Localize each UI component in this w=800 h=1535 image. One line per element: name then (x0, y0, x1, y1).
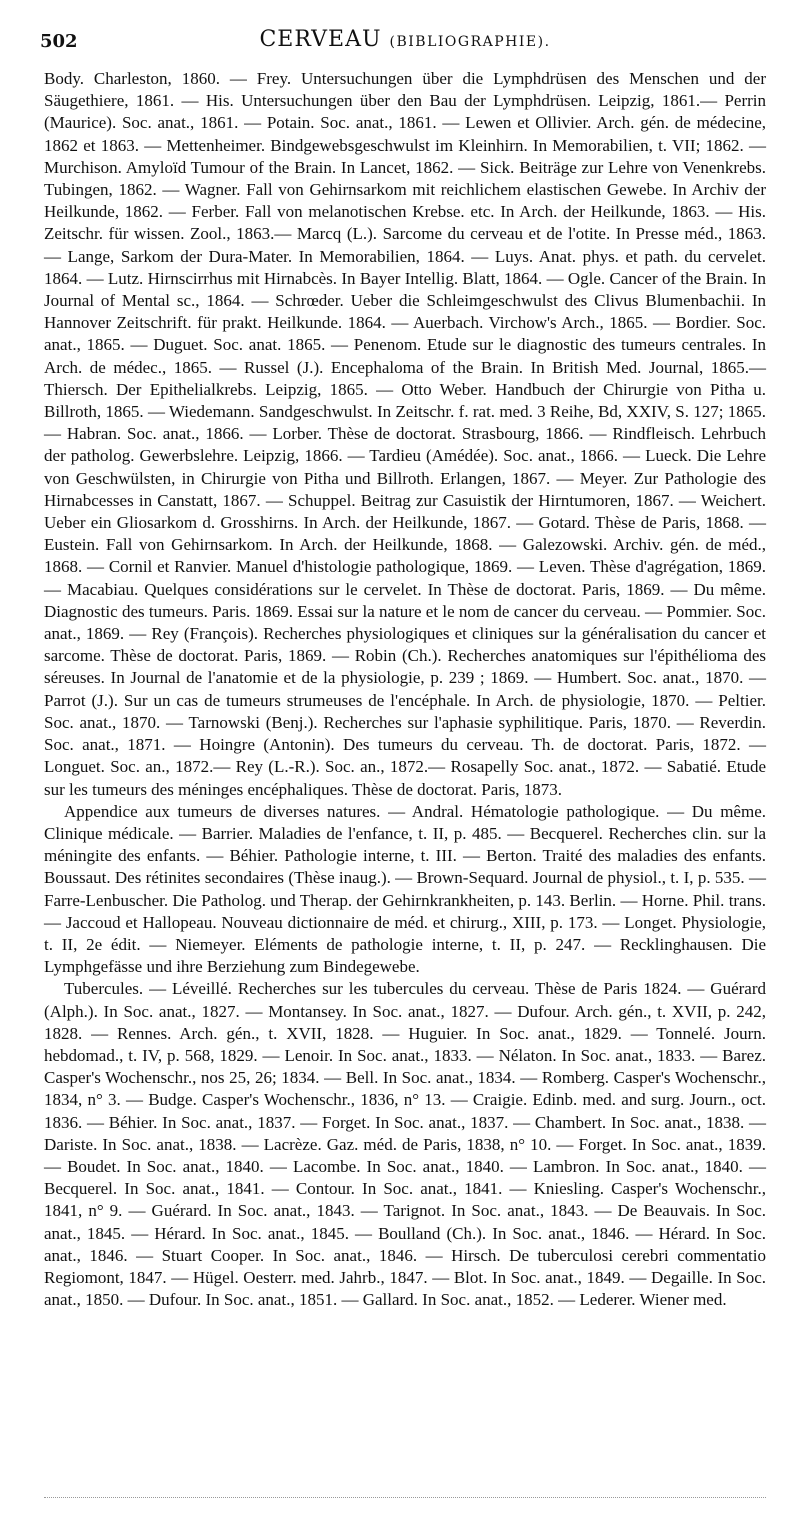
page-header (40, 27, 770, 57)
running-title (40, 27, 770, 52)
bibliography-paragraph-appendix: Appendice aux tumeurs de diverses natures. — Andral. Hématologie pathologique. — Du même. Clinique médicale. — Barrier. Maladies de l'enfance, t. II, p. 485. — Becquerel. Recherches clin. sur la méningite des enfants. — Béhier. Pathologie interne, t. III. — Berton. Traité des maladies des enfants. Boussaut. Des rétinites secondaires (Thèse inaug.). — Brown-Sequard. Journal de physiol., t. I, p. 535. — Farre-Lenbuscher. Die Patholog. und Therap. der Gehirnkrankheiten, p. 143. Berlin. — Horne. Phil. trans. — Jaccoud et Hallopeau. Nouveau dictionnaire de méd. et chirurg., XIII, p. 173. — Longet. Physiologie, t. II, 2e édit. — Niemeyer. Eléments de pathologie interne, t. II, p. 247. — Recklinghausen. Die Lymphgefässe und ihre Berziehung zum Bindegewebe. (44, 801, 766, 977)
bibliography-paragraph-body-tumors: Body. Charleston, 1860. — Frey. Untersuchungen über die Lymphdrüsen des Menschen und der Säugethiere, 1861. — His. Untersuchungen über den Bau der Lymphdrüsen. Leipzig, 1861.— Perrin (Maurice). Soc. anat., 1861. — Potain. Soc. anat., 1861. — Lewen et Ollivier. Arch. gén. de médecine, 1862 et 1863. — Mettenheimer. Bindgewebsgeschwulst im Kleinhirn. In Memorabilien, t. VII; 1862. — Murchison. Amyloïd Tumour of the Brain. In Lancet, 1862. — Sick. Beiträge zur Lehre von Venenkrebs. Tubingen, 1862. — Wagner. Fall von Gehirnsarkom mit reichlichem elastischen Gewebe. In Archiv der Heilkunde, 1862. — Ferber. Fall von melanotischen Krebse. etc. In Arch. der Heilkunde, 1863. — His. Zeitschr. für wissen. Zool., 1863.— Marcq (L.). Sarcome du cerveau et de l'otite. In Presse méd., 1863. — Lange, Sarkom der Dura-Mater. In Memorabilien, 1864. — Luys. Anat. phys. et path. du cervelet. 1864. — Lutz. Hirnscirrhus mit Hirnabcès. In Bayer Intellig. Blatt, 1864. — Ogle. Cancer of the Brain. In Journal of Mental sc., 1864. — Schrœder. Ueber die Schleimgeschwulst des Clivus Blumenbachii. In Hannover Zeitschrift. für prakt. Heilkunde. 1864. — Auerbach. Virchow's Arch., 1865. — Bordier. Soc. anat., 1865. — Duguet. Soc. anat. 1865. — Penenom. Etude sur le diagnostic des tumeurs centrales. In Arch. de médec., 1865. — Russel (J.). Encephaloma of the Brain. In British Med. Journal, 1865.— Thiersch. Der Epithelialkrebs. Leipzig, 1865. — Otto Weber. Handbuch der Chirurgie von Pitha u. Billroth, 1865. — Wiedemann. Sandgeschwulst. In Zeitschr. f. rat. med. 3 Reihe, Bd, XXIV, S. 127; 1865. — Habran. Soc. anat., 1866. — Lorber. Thèse de doctorat. Strasbourg, 1866. — Rindfleisch. Lehrbuch der patholog. Gewerbslehre. Leipzig, 1866. — Tardieu (Amédée). Soc. anat., 1866. — Lueck. Die Lehre von Geschwülsten, in Chirurgie von Pitha und Billroth. Erlangen, 1867. — Meyer. Zur Pathologie des Hirnabcesses in Canstatt, 1867. — Schuppel. Beitrag zur Casuistik der Hirntumoren, 1867. — Weichert. Ueber ein Gliosarkom d. Grosshirns. In Arch. der Heilkunde, 1867. — Gotard. Thèse de Paris, 1868. — Eustein. Fall von Gehirnsarkom. In Arch. der Heilkunde, 1868. — Galezowski. Archiv. gén. de méd., 1868. — Cornil et Ranvier. Manuel d'histologie pathologique, 1869. — Leven. Thèse d'agrégation, 1869. — Macabiau. Quelques considérations sur le cervelet. In Thèse de doctorat. Paris, 1869. — Du même. Diagnostic des tumeurs. Paris. 1869. Essai sur la nature et le nom de cancer du cerveau. — Pommier. Soc. anat., 1869. — Rey (François). Recherches physiologiques et cliniques sur la généralisation du cancer et sarcome. Thèse de doctorat. Paris, 1869. — Robin (Ch.). Recherches anatomiques sur l'épithélioma des séreuses. In Journal de l'anatomie et de la physiologie, p. 239 ; 1869. — Humbert. Soc. anat., 1870. — Parrot (J.). Sur un cas de tumeurs strumeuses de l'encéphale. In Arch. de physiologie, 1870. — Peltier. Soc. anat., 1870. — Tarnowski (Benj.). Recherches sur l'aphasie syphilitique. Paris, 1870. — Reverdin. Soc. anat., 1871. — Hoingre (Antonin). Des tumeurs du cerveau. Th. de doctorat. Paris, 1872. — Longuet. Soc. an., 1872.— Rey (L.-R.). Soc. an., 1872.— Rosapelly Soc. anat., 1872. — Sabatié. Etude sur les tumeurs des méninges encéphaliques. Thèse de doctorat. Paris, 1873. (44, 69, 766, 799)
running-title-main: CERVEAU (259, 27, 382, 52)
footer-rule (44, 1497, 766, 1499)
bibliography-paragraph-tubercules: Tubercules. — Léveillé. Recherches sur les tubercules du cerveau. Thèse de Paris 1824. — Guérard (Alph.). In Soc. anat., 1827. — Montansey. In Soc. anat., 1827. — Dufour. Arch. gén., t. XVII, p. 242, 1828. — Rennes. Arch. gén., t. XVII, 1828. — Huguier. In Soc. anat., 1829. — Tonnelé. Journ. hebdomad., t. IV, p. 568, 1829. — Lenoir. In Soc. anat., 1833. — Nélaton. In Soc. anat., 1833. — Barez. Casper's Wochenschr., nos 25, 26; 1834. — Bell. In Soc. anat., 1834. — Romberg. Casper's Wochenschr., 1834, n° 3. — Budge. Casper's Wochenschr., 1836, n° 13. — Craigie. Edinb. med. and surg. Journ., oct. 1836. — Béhier. In Soc. anat., 1837. — Forget. In Soc. anat., 1837. — Chambert. In Soc. anat., 1838. — Dariste. In Soc. anat., 1838. — Lacrèze. Gaz. méd. de Paris, 1838, n° 10. — Forget. In Soc. anat., 1839. — Boudet. In Soc. anat., 1840. — Lacombe. In Soc. anat., 1840. — Lambron. In Soc. anat., 1840. — Becquerel. In Soc. anat., 1841. — Contour. In Soc. anat., 1841. — Kniesling. Casper's Wochenschr., 1841, n° 9. — Guérard. In Soc. anat., 1843. — Tarignot. In Soc. anat., 1843. — De Beauvais. In Soc. anat., 1845. — Hérard. In Soc. anat., 1845. — Boulland (Ch.). In Soc. anat., 1846. — Hérard. In Soc. anat., 1846. — Stuart Cooper. In Soc. anat., 1846. — Hirsch. De tuberculosi cerebri commentatio Regiomont, 1847. — Hügel. Oesterr. med. Jahrb., 1847. — Blot. In Soc. anat., 1849. — Degaille. In Soc. anat., 1850. — Dufour. In Soc. anat., 1851. — Gallard. In Soc. anat., 1852. — Lederer. Wiener med. (44, 979, 766, 1310)
bibliography-text (44, 68, 766, 1311)
running-title-sub: (BIBLIOGRAPHIE). (389, 34, 551, 50)
page-number: 502 (40, 31, 78, 52)
